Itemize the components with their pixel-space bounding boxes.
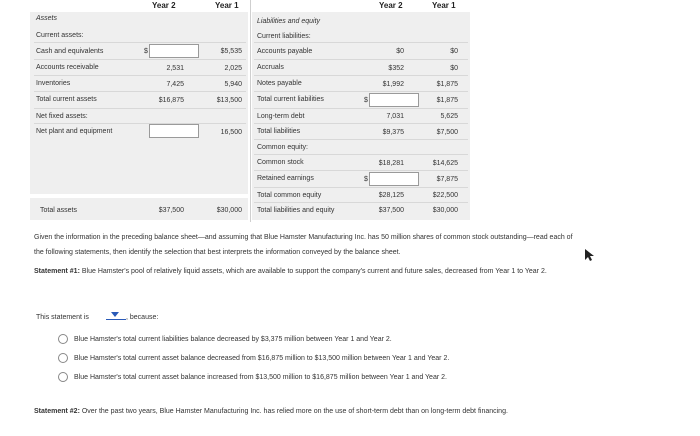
statement-1-label: Statement #1: [34,268,80,275]
total-common-equity-label: Total common equity [257,192,322,199]
row-divider [254,75,468,76]
option-1-text: Blue Hamster's total current liabilities balance decreased by $3,375 million between Year 1 and Year 2. [74,335,392,343]
cash-dollar-sign: $ [144,48,148,55]
total-current-liab-year2-input[interactable] [369,93,419,107]
total-current-liab-dollar-sign: $ [364,97,368,104]
accruals-year1-value: $0 [450,65,458,72]
accounts-payable-year1-value: $0 [450,48,458,55]
row-divider [34,91,246,92]
inventories-year2-value: 7,425 [166,81,184,88]
net-plant-year1-value: 16,500 [220,129,242,136]
statement-1 [34,264,582,279]
radio-button[interactable] [58,372,68,382]
cash-label: Cash and equivalents [36,48,104,55]
option-1[interactable] [58,334,392,344]
notes-payable-label: Notes payable [257,80,302,87]
total-current-liab-label: Total current liabilities [257,96,324,103]
accruals-year2-value: $352 [388,65,404,72]
row-divider [254,139,468,140]
liab-year1-header: Year 1 [432,1,456,10]
retained-earnings-year2-input[interactable] [369,172,419,186]
chevron-down-icon [111,312,119,317]
row-divider [34,42,246,43]
total-current-assets-year1-value: $13,500 [216,97,242,104]
common-stock-label: Common stock [257,159,304,166]
retained-earnings-dollar-sign: $ [364,176,368,183]
total-current-assets-label: Total current assets [36,96,97,103]
total-common-equity-year1-value: $22,500 [432,192,458,199]
row-divider [254,108,468,109]
row-divider [34,123,246,124]
receivables-year1-value: 2,025 [224,65,242,72]
total-liab-equity-label: Total liabilities and equity [257,207,335,214]
common-stock-year1-value: $14,625 [432,160,458,167]
statement-1-text: Blue Hamster's pool of relatively liquid assets, which are available to support the company's current and future sales, decreased from Year 1 to Year 2. [81,268,547,275]
total-liab-equity-year2-value: $37,500 [378,207,404,214]
statement-2-text: Over the past two years, Blue Hamster Manufacturing Inc. has relied more on the use of short-term debt than on long-term debt financing. [81,408,508,415]
cash-year2-input[interactable] [149,44,199,58]
long-term-debt-year1-value: 5,625 [440,113,458,120]
inventories-year1-value: 5,940 [224,81,242,88]
retained-earnings-year1-value: $7,875 [436,176,458,183]
because-label: , because: [126,314,159,321]
total-common-equity-year2-value: $28,125 [378,192,404,199]
row-divider [34,59,246,60]
net-fixed-assets-label: Net fixed assets: [36,113,88,120]
receivables-label: Accounts receivable [36,64,99,71]
inventories-label: Inventories [36,80,71,87]
liab-year2-header: Year 2 [379,1,403,10]
column-divider [250,0,251,222]
assets-panel [30,12,248,194]
accounts-payable-label: Accounts payable [257,48,313,55]
option-3[interactable] [58,372,447,382]
common-stock-year2-value: $18,281 [378,160,404,167]
row-divider [34,75,246,76]
balance-sheet-table [30,0,470,222]
total-current-assets-year2-value: $16,875 [158,97,184,104]
radio-button[interactable] [58,353,68,363]
cash-year1-value: $5,535 [220,48,242,55]
long-term-debt-year2-value: 7,031 [386,113,404,120]
accruals-label: Accruals [257,64,284,71]
assets-title: Assets [36,15,58,22]
accounts-payable-year2-value: $0 [396,48,404,55]
option-2[interactable] [58,353,449,363]
row-divider [34,108,246,109]
total-assets-year1-value: $30,000 [216,207,242,214]
row-divider [254,123,468,124]
common-equity-label: Common equity: [257,144,308,151]
current-assets-label: Current assets: [36,32,84,39]
this-statement-label: This statement is [36,314,89,321]
statement-2-label: Statement #2: [34,408,80,415]
total-liab-equity-year1-value: $30,000 [432,207,458,214]
total-liabilities-year2-value: $9,375 [382,129,404,136]
assets-year2-header: Year 2 [152,1,176,10]
retained-earnings-label: Retained earnings [257,175,314,182]
total-assets-year2-value: $37,500 [158,207,184,214]
radio-button[interactable] [58,334,68,344]
total-current-liab-year1-value: $1,875 [436,97,458,104]
net-plant-label: Net plant and equipment [36,128,113,135]
current-liab-label: Current liabilities: [257,33,311,40]
notes-payable-year1-value: $1,875 [436,81,458,88]
receivables-year2-value: 2,531 [166,65,184,72]
notes-payable-year2-value: $1,992 [382,81,404,88]
liab-title: Liabilities and equity [257,18,321,25]
row-divider [254,170,468,171]
statement-1-dropdown[interactable] [106,310,126,320]
long-term-debt-label: Long-term debt [257,113,305,120]
net-plant-year2-input[interactable] [149,124,199,138]
total-assets-label: Total assets [40,207,77,214]
total-liabilities-label: Total liabilities [257,128,301,135]
assets-year1-header: Year 1 [215,1,239,10]
row-divider [254,187,468,188]
option-2-text: Blue Hamster's total current asset balance decreased from $16,875 million to $13,500 million between Year 1 and Year 2. [74,354,450,362]
total-liabilities-year1-value: $7,500 [436,129,458,136]
question-intro: Given the information in the preceding balance sheet—and assuming that Blue Hamster Manufacturing Inc. has 50 million shares of common stock outstanding—read each of the following statements, then identify the selection that best interprets the information conveyed by the balance sheet. [34,234,573,256]
row-divider [254,59,468,60]
row-divider [254,42,468,43]
cursor-icon [583,248,595,262]
option-3-text: Blue Hamster's total current asset balance increased from $13,500 million to $16,875 million between Year 1 and Year 2. [74,373,447,381]
row-divider [254,91,468,92]
statement-2 [34,404,582,419]
row-divider [254,202,468,203]
row-divider [254,154,468,155]
